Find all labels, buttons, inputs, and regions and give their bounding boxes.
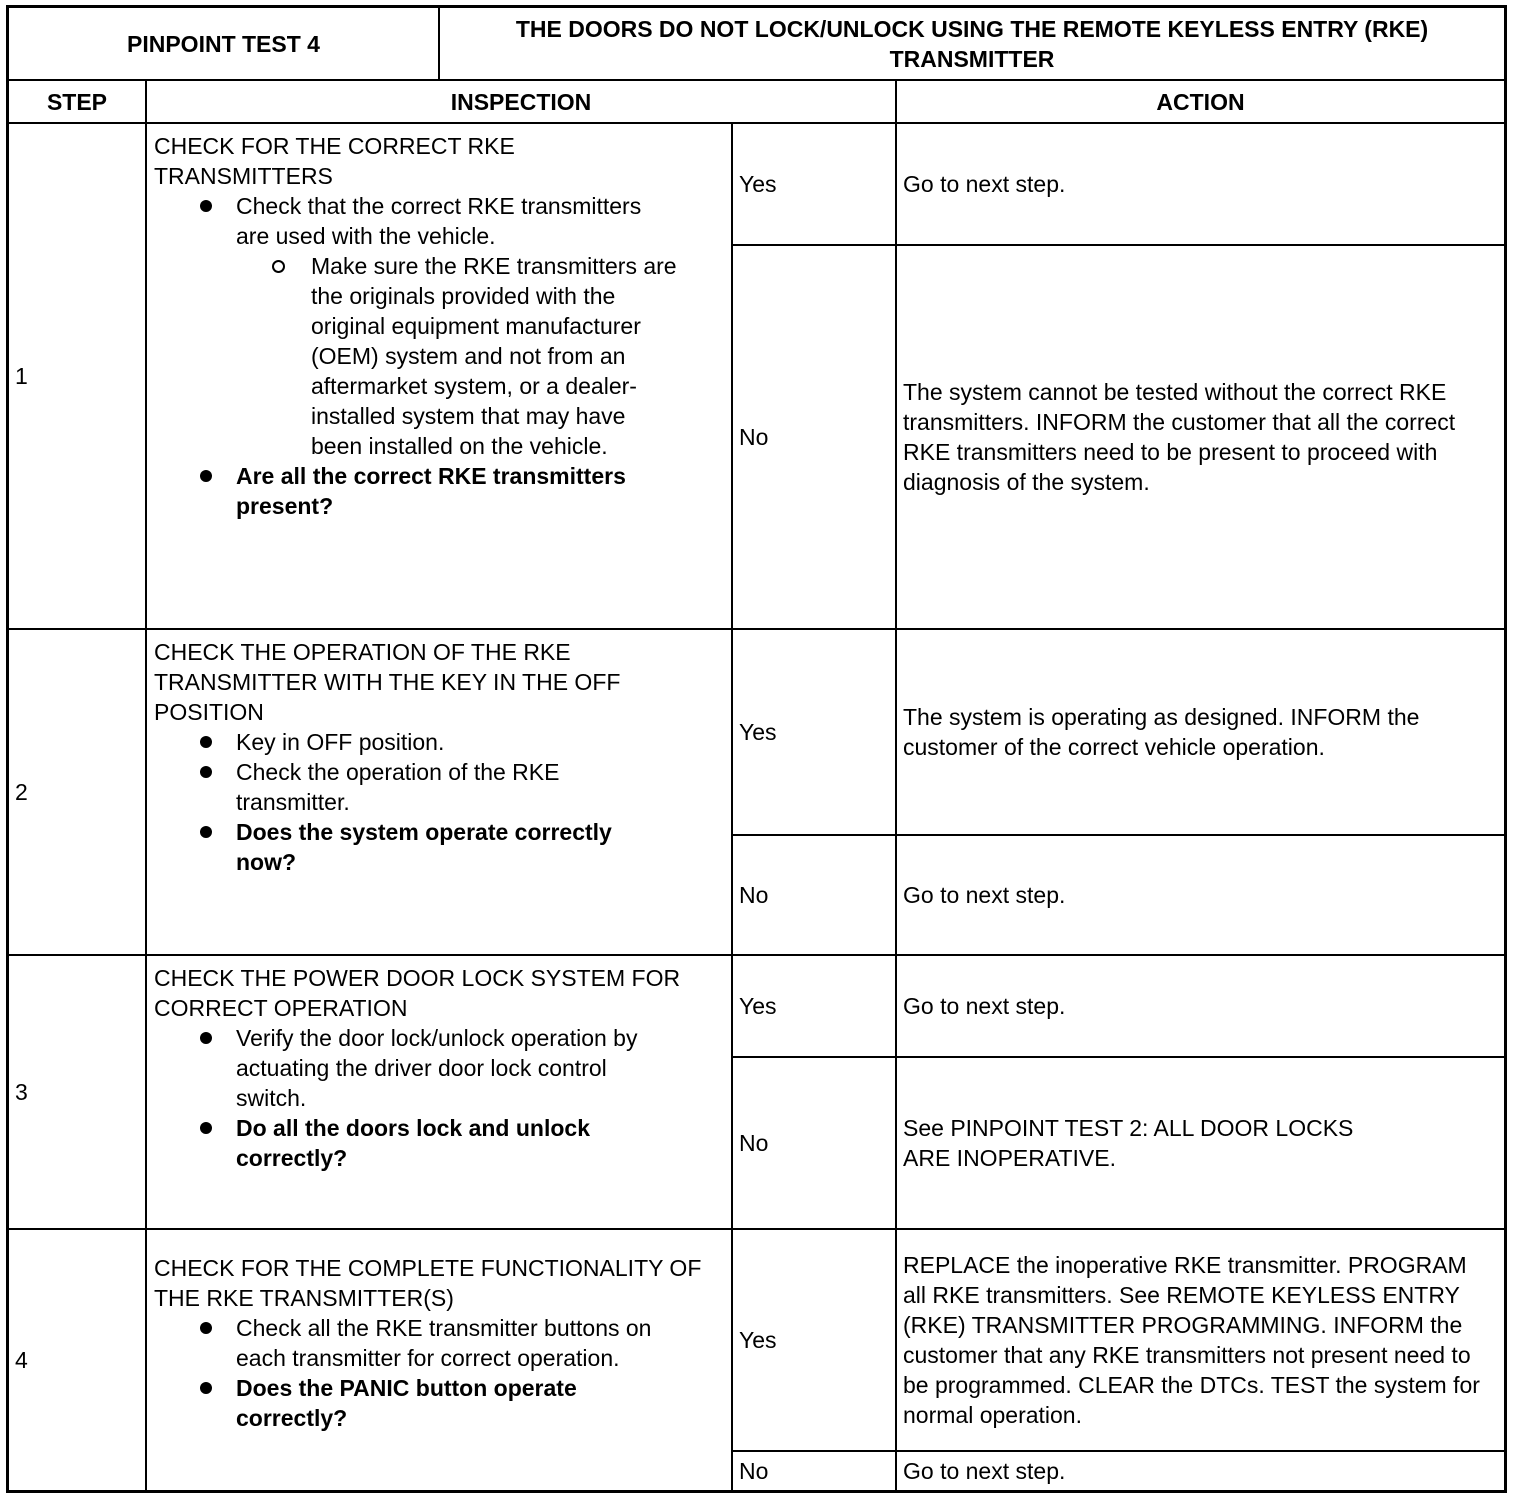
no-label bbox=[733, 836, 895, 954]
yes-action-text: REPLACE the inoperative RKE transmitter. PROGRAM all RKE transmitters. See REMOTE KEYLESS ENTRY (RKE) TRANSMITTER PROGRAMMING. INFORM the customer that any RKE transmitters not present need to be programmed. CLEAR the DTCs. TEST the system for normal operation. bbox=[903, 1252, 1480, 1428]
yes-action bbox=[897, 1230, 1504, 1450]
yes-action bbox=[897, 630, 1504, 834]
step-inspection bbox=[147, 956, 731, 1228]
no-action bbox=[897, 1058, 1504, 1228]
step-bullet: Check that the correct RKE transmitters are used with the vehicle. bbox=[154, 191, 676, 251]
yes-label bbox=[733, 1230, 895, 1450]
column-header-inspection-text: INSPECTION bbox=[450, 88, 592, 115]
no-action-text: Go to next step. bbox=[903, 882, 1066, 908]
step-number-text: 1 bbox=[15, 363, 28, 389]
no-action bbox=[897, 246, 1504, 628]
step-title: CHECK FOR THE COMPLETE FUNCTIONALITY OF THE RKE TRANSMITTER(S) bbox=[154, 1255, 702, 1311]
step-number bbox=[9, 124, 145, 628]
no-label-text: No bbox=[739, 1130, 769, 1156]
column-header-inspection bbox=[147, 81, 895, 122]
yes-label-text: Yes bbox=[739, 993, 777, 1019]
step-number-text: 3 bbox=[15, 1079, 28, 1105]
no-label bbox=[733, 246, 895, 628]
no-action-text-line-1: See PINPOINT TEST 2: ALL DOOR LOCKS bbox=[903, 1115, 1354, 1141]
step-number bbox=[9, 956, 145, 1228]
step-title: CHECK THE POWER DOOR LOCK SYSTEM FOR CORRECT OPERATION bbox=[154, 965, 681, 1021]
yes-action bbox=[897, 956, 1504, 1056]
yes-label-text: Yes bbox=[739, 719, 777, 745]
column-header-step bbox=[9, 81, 145, 122]
yes-label-text: Yes bbox=[739, 171, 777, 197]
no-action-text-line-2: ARE INOPERATIVE. bbox=[903, 1145, 1117, 1171]
title-line-1: THE DOORS DO NOT LOCK/UNLOCK USING THE REMOTE KEYLESS ENTRY (RKE) bbox=[515, 15, 1429, 42]
step-sub-bullet: Make sure the RKE transmitters are the originals provided with the original equipment manufacturer (OEM) system and not from an aftermarket system, or a dealer-installed system that may have been installed on the vehicle. bbox=[154, 251, 681, 461]
step-question: Does the PANIC button operate correctly? bbox=[154, 1373, 676, 1433]
step-question: Are all the correct RKE transmitters present? bbox=[154, 461, 676, 521]
no-action-text: Go to next step. bbox=[903, 1458, 1066, 1484]
no-action-text: The system cannot be tested without the correct RKE transmitters. INFORM the customer that all the correct RKE transmitters need to be present to proceed with diagnosis of the system. bbox=[903, 379, 1456, 495]
yes-label-text: Yes bbox=[739, 1327, 777, 1353]
step-inspection bbox=[147, 124, 731, 628]
step-number-text: 2 bbox=[15, 779, 28, 805]
step-bullet: Check the operation of the RKE transmitter. bbox=[154, 757, 676, 817]
step-bullet: Check all the RKE transmitter buttons on each transmitter for correct operation. bbox=[154, 1313, 696, 1373]
column-header-action-text: ACTION bbox=[1156, 88, 1245, 115]
no-label bbox=[733, 1452, 895, 1490]
no-label-text: No bbox=[739, 1458, 769, 1484]
pinpoint-test-label-text: PINPOINT TEST 4 bbox=[127, 30, 320, 57]
yes-label bbox=[733, 956, 895, 1056]
no-label-text: No bbox=[739, 882, 769, 908]
step-number bbox=[9, 1230, 145, 1490]
step-title: CHECK FOR THE CORRECT RKE TRANSMITTERS bbox=[154, 133, 515, 189]
pinpoint-test-title bbox=[440, 8, 1504, 79]
step-question: Does the system operate correctly now? bbox=[154, 817, 676, 877]
yes-action bbox=[897, 124, 1504, 244]
yes-label bbox=[733, 630, 895, 834]
no-label-text: No bbox=[739, 424, 769, 450]
step-number bbox=[9, 630, 145, 954]
step-bullet: Verify the door lock/unlock operation by actuating the driver door lock control switch. bbox=[154, 1023, 676, 1113]
step-title: CHECK THE OPERATION OF THE RKE TRANSMITTER WITH THE KEY IN THE OFF POSITION bbox=[154, 639, 621, 725]
step-question: Do all the doors lock and unlock correctly? bbox=[154, 1113, 676, 1173]
no-action bbox=[897, 1452, 1504, 1490]
step-number-text: 4 bbox=[15, 1347, 28, 1373]
yes-action-text: Go to next step. bbox=[903, 993, 1066, 1019]
step-inspection bbox=[147, 1230, 731, 1490]
no-action bbox=[897, 836, 1504, 954]
title-line-2: TRANSMITTER bbox=[889, 45, 1055, 72]
no-label bbox=[733, 1058, 895, 1228]
pinpoint-test-label bbox=[9, 8, 438, 79]
step-inspection bbox=[147, 630, 731, 954]
yes-action-text: Go to next step. bbox=[903, 171, 1066, 197]
yes-action-text: The system is operating as designed. INFORM the customer of the correct vehicle operation. bbox=[903, 704, 1420, 760]
yes-label bbox=[733, 124, 895, 244]
step-bullet: Key in OFF position. bbox=[154, 727, 676, 757]
column-header-step-text: STEP bbox=[46, 88, 108, 115]
pinpoint-test-table bbox=[6, 5, 1507, 1493]
column-header-action bbox=[897, 81, 1504, 122]
